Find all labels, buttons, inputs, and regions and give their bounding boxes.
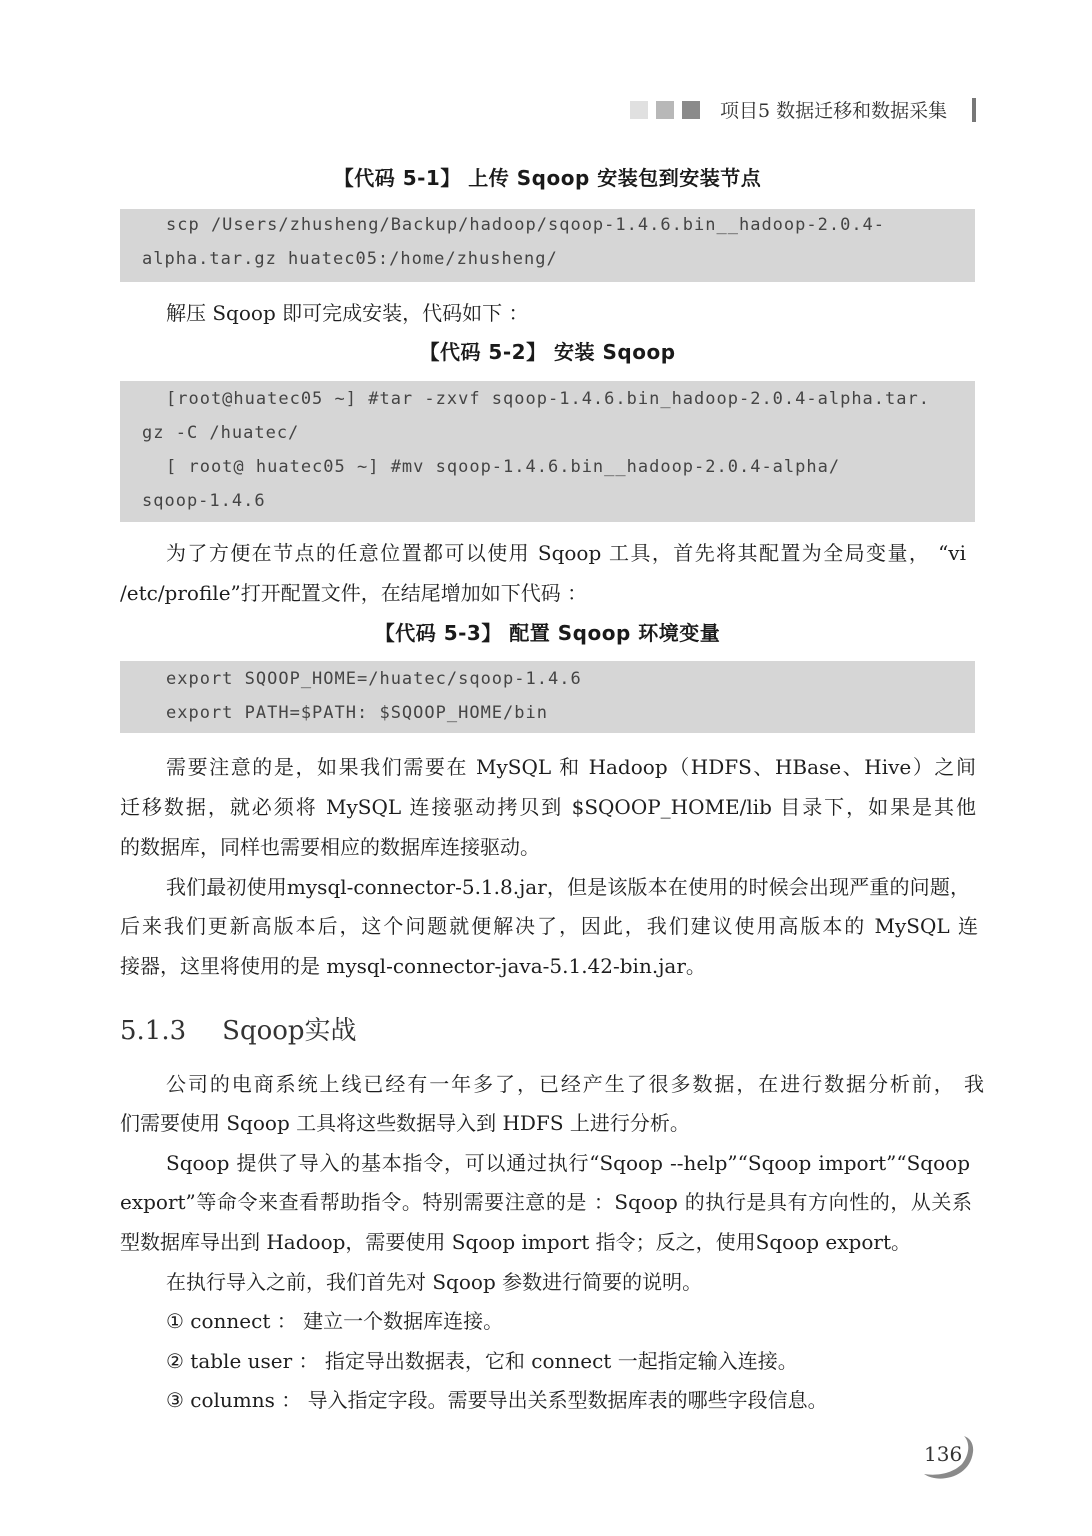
code-line: alpha.tar.gz huatec05:/home/zhusheng/ <box>142 249 558 269</box>
section-number: 5.1.3 <box>120 1016 187 1046</box>
code-line: [ root@ huatec05 ~] #mv sqoop-1.4.6.bin__hadoop-2.0.4-alpha/ <box>166 457 841 477</box>
paragraph-ecommerce-line1: 公司的电商系统上线已经有一年多了，已经产生了很多数据，在进行数据分析前， 我 <box>166 1072 984 1096</box>
section-title: Sqoop实战 <box>222 1016 357 1046</box>
paragraph-commands-line3: 型数据库导出到 Hadoop，需要使用 Sqoop import 指令；反之，使用Sqoop export。 <box>120 1230 911 1254</box>
code-block-5-2 <box>120 381 975 522</box>
code-line: export SQOOP_HOME=/huatec/sqoop-1.4.6 <box>166 669 582 689</box>
paragraph-note-line2: 迁移数据，就必须将 MySQL 连接驱动拷贝到 $SQOOP_HOME/lib 目录下，如果是其他 <box>120 795 976 819</box>
paragraph-connector-line3: 接器，这里将使用的是 mysql-connector-java-5.1.42-bin.jar。 <box>120 954 706 978</box>
code-line: gz -C /huatec/ <box>142 423 300 443</box>
paragraph-commands-line1: Sqoop 提供了导入的基本指令，可以通过执行“Sqoop --help”“Sqoop import”“Sqoop <box>166 1151 970 1175</box>
paragraph-connector-line2: 后来我们更新高版本后，这个问题就便解决了，因此，我们建议使用高版本的 MySQL 连 <box>120 914 978 938</box>
page-number-badge <box>918 1434 976 1480</box>
paragraph-install: 解压 Sqoop 即可完成安装，代码如下 ： <box>166 301 529 325</box>
paragraph-global-var-line1: 为了方便在节点的任意位置都可以使用 Sqoop 工具，首先将其配置为全局变量， “vi <box>166 541 966 565</box>
code-line: scp /Users/zhusheng/Backup/hadoop/sqoop-1.4.6.bin__hadoop-2.0.4- <box>166 215 886 235</box>
list-item: ② table user ： 指定导出数据表，它和 connect 一起指定输入连接。 <box>166 1349 798 1373</box>
code-caption-5-3: 【代码 5-3】 配置 Sqoop 环境变量 <box>374 621 721 645</box>
code-block-5-1 <box>120 209 975 282</box>
code-line: sqoop-1.4.6 <box>142 491 266 511</box>
paragraph-params-intro: 在执行导入之前，我们首先对 Sqoop 参数进行简要的说明。 <box>166 1270 703 1294</box>
code-line: export PATH=$PATH: $SQOOP_HOME/bin <box>166 703 548 723</box>
list-item: ① connect ： 建立一个数据库连接。 <box>166 1309 504 1333</box>
section-heading <box>120 1010 357 1047</box>
code-block-5-3 <box>120 661 975 733</box>
code-caption-5-2: 【代码 5-2】 安装 Sqoop <box>419 340 676 364</box>
paragraph-global-var-line2: /etc/profile”打开配置文件，在结尾增加如下代码 ： <box>120 581 588 605</box>
header-title: 项目5 数据迁移和数据采集 <box>720 100 948 122</box>
header-square-mid <box>656 101 674 119</box>
paragraph-note-line1: 需要注意的是，如果我们需要在 MySQL 和 Hadoop（HDFS、HBase、Hive）之间 <box>166 755 976 779</box>
page-number: 136 <box>924 1442 963 1466</box>
paragraph-commands-line2: export”等命令来查看帮助指令。特别需要注意的是 ：Sqoop 的执行是具有方向性的，从关系 <box>120 1190 972 1214</box>
paragraph-note-line3: 的数据库，同样也需要相应的数据库连接驱动。 <box>120 835 540 859</box>
list-item: ③ columns ： 导入指定字段。需要导出关系型数据库表的哪些字段信息。 <box>166 1388 828 1412</box>
code-caption-5-1: 【代码 5-1】 上传 Sqoop 安装包到安装节点 <box>333 166 762 190</box>
code-line: [root@huatec05 ~] #tar -zxvf sqoop-1.4.6.bin_hadoop-2.0.4-alpha.tar. <box>166 389 930 409</box>
header-bar <box>972 98 976 122</box>
running-header <box>630 96 992 128</box>
paragraph-connector-line1: 我们最初使用mysql-connector-5.1.8.jar，但是该版本在使用的时候会出现严重的问题， <box>166 875 970 899</box>
header-square-light <box>630 101 648 119</box>
header-square-dark <box>682 101 700 119</box>
paragraph-ecommerce-line2: 们需要使用 Sqoop 工具将这些数据导入到 HDFS 上进行分析。 <box>120 1111 690 1135</box>
